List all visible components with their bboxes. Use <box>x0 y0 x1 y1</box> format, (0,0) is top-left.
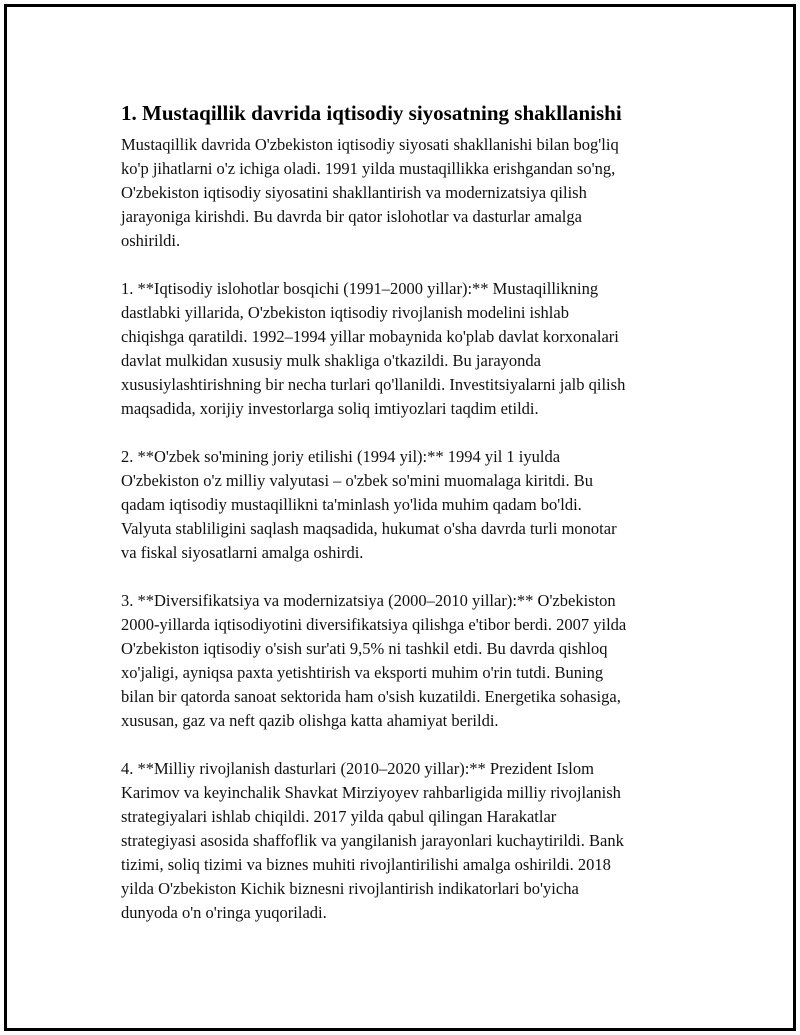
paragraph-diversification: 3. **Diversifikatsiya va modernizatsiya (2000–2010 yillar):** O'zbekiston 2000-yillarda iqtisodiyotini diversifikatsiya qilishga e'tibor berdi. 2007 yilda O'zbekiston iqtisodiy o'sish sur'ati 9,5% ni tashkil etdi. Bu davrda qishloq xo'jaligi, ayniqsa paxta yetishtirish va eksporti muhim o'rin tutdi. Buning bilan bir qatorda sanoat sektorida ham o'sish kuzatildi. Energetika sohasiga, xususan, gaz va neft qazib olishga katta ahamiyat berildi. <box>121 591 627 730</box>
page-frame <box>4 4 796 1031</box>
paragraph-national-programs: 4. **Milliy rivojlanish dasturlari (2010–2020 yillar):** Prezident Islom Karimov va keyinchalik Shavkat Mirziyoyev rahbarligida milliy rivojlanish strategiyalari ishlab chiqildi. 2017 yilda qabul qilingan Harakatlar strategiyasi asosida shaffoflik va yangilanish jarayonlari kuchaytirildi. Bank tizimi, soliq tizimi va biznes muhiti rivojlantirilishi amalga oshirildi. 2018 yilda O'zbekiston Kichik biznesni rivojlantirish indikatorlari bo'yicha dunyoda o'n o'ringa yuqoriladi. <box>121 759 624 922</box>
paragraph-economic-reforms: 1. **Iqtisodiy islohotlar bosqichi (1991–2000 yillar):** Mustaqillikning dastlabki yillarida, O'zbekiston iqtisodiy rivojlanish modelini ishlab chiqishga qaratildi. 1992–1994 yillar mobaynida ko'plab davlat korxonalari davlat mulkidan xususiy mulk shakliga o'tkazildi. Bu jarayonda xususiylashtirishning bir necha turlari qo'llanildi. Investitsiyalarni jalb qilish maqsadida, xorijiy investorlarga soliq imtiyozlari taqdim etildi. <box>121 279 626 418</box>
intro-paragraph: Mustaqillik davrida O'zbekiston iqtisodiy siyosati shakllanishi bilan bog'liq ko'p jihatlarni o'z ichiga oladi. 1991 yilda mustaqillikka erishgandan so'ng, O'zbekiston iqtisodiy siyosatini shakllantirish va modernizatsiya qilish jarayoniga kirishdi. Bu davrda bir qator islohotlar va dasturlar amalga oshirildi. <box>121 135 619 250</box>
document-title: 1. Mustaqillik davrida iqtisodiy siyosatning shakllanishi <box>121 101 622 125</box>
paragraph-som-introduction: 2. **O'zbek so'mining joriy etilishi (1994 yil):** 1994 yil 1 iyulda O'zbekiston o'z milliy valyutasi – o'zbek so'mini muomalaga kiritdi. Bu qadam iqtisodiy mustaqillikni ta'minlash yo'lida muhim qadam bo'ldi. Valyuta stabliligini saqlash maqsadida, hukumat o'sha davrda turli monotar va fiskal siyosatlarni amalga oshirdi. <box>121 447 617 562</box>
document-body <box>121 99 689 949</box>
